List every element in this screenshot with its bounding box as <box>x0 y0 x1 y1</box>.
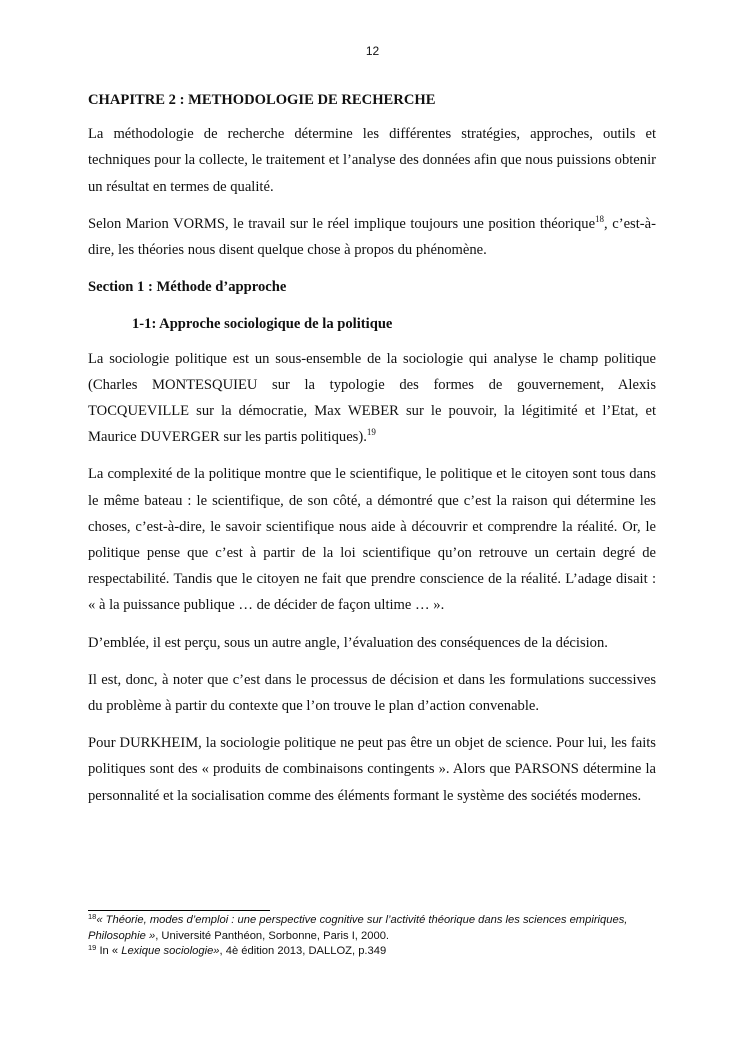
footnote-title: Lexique sociologie» <box>121 945 220 957</box>
paragraph-1: La méthodologie de recherche détermine les différentes stratégies, approches, outils et techniques pour la collecte, le traitement et l’analyse des données afin que nous puissions obtenir un résultat en termes de qualité. <box>88 126 656 195</box>
footnote-18 <box>88 913 656 944</box>
footnote-separator <box>88 910 270 911</box>
paragraph-3-text: La sociologie politique est un sous-ensemble de la sociologie qui analyse le champ politique (Charles MONTESQUIEU sur la typologie des formes de gouvernement, Alexis TOCQUEVILLE sur la démocratie, Max WEBER sur le pouvoir, la légitimité et l’Etat, et Maurice DUVERGER sur les partis politiques). <box>88 350 656 446</box>
footnote-details: , Université Panthéon, Sorbonne, Paris I, 2000. <box>155 929 390 942</box>
body-text <box>88 87 656 820</box>
footnote-number: 19 <box>88 943 97 952</box>
footnote-prefix: In « <box>96 945 122 957</box>
chapter-title: CHAPITRE 2 : METHODOLOGIE DE RECHERCHE <box>88 92 436 108</box>
footnote-title: « Théorie, modes d’emploi : une perspective cognitive sur l’activité théorique dans les sciences empiriques, Philosophie » <box>88 914 628 942</box>
footnote-number: 18 <box>88 912 97 921</box>
subsection-title: 1-1: Approche sociologique de la politique <box>132 316 393 333</box>
footnote-details: , 4è édition 2013, DALLOZ, p.349 <box>219 945 387 957</box>
footnotes <box>88 913 656 960</box>
footnote-ref-18[interactable]: 18 <box>595 213 605 224</box>
paragraph-4: La complexité de la politique montre que le scientifique, le politique et le citoyen sont tous dans le même bateau : le scientifique, de son côté, a démontré que c’est la raison qui détermine les choses, c’est-à-dire, le savoir scientifique nous aide à découvrir et comprendre la réalité. Or, le politique pense que c’est à partir de la loi scientifique qu’on retrouve un certain degré de respectabilité. Tandis que le citoyen ne fait que prendre conscience de la réalité. L’adage disait : « à la puissance publique … de décider de façon ultime … ». <box>88 466 656 614</box>
paragraph-2 <box>88 211 656 263</box>
paragraph-5: D’emblée, il est perçu, sous un autre angle, l’évaluation des conséquences de la décision. <box>88 634 608 651</box>
paragraph-3 <box>88 346 656 451</box>
footnote-ref-19[interactable]: 19 <box>366 427 376 438</box>
page-number: 12 <box>365 44 380 58</box>
paragraph-6: Il est, donc, à noter que c’est dans le processus de décision et dans les formulations successives du problème à partir du contexte que l’on trouve le plan d’action convenable. <box>88 671 656 715</box>
paragraph-2-text-after: , c’est-à-dire, les théories nous disent quelque chose à propos du phénomène. <box>88 215 656 259</box>
footnote-19 <box>88 944 656 960</box>
paragraph-2-text-before: Selon Marion VORMS, le travail sur le réel implique toujours une position théorique <box>88 215 596 232</box>
section-title: Section 1 : Méthode d’approche <box>88 279 287 296</box>
paragraph-7: Pour DURKHEIM, la sociologie politique ne peut pas être un objet de science. Pour lui, les faits politiques sont des « produits de combinaisons contingents ». Alors que PARSONS détermine la personnalité et la socialisation comme des éléments formant le système des sociétés modernes. <box>88 735 656 804</box>
